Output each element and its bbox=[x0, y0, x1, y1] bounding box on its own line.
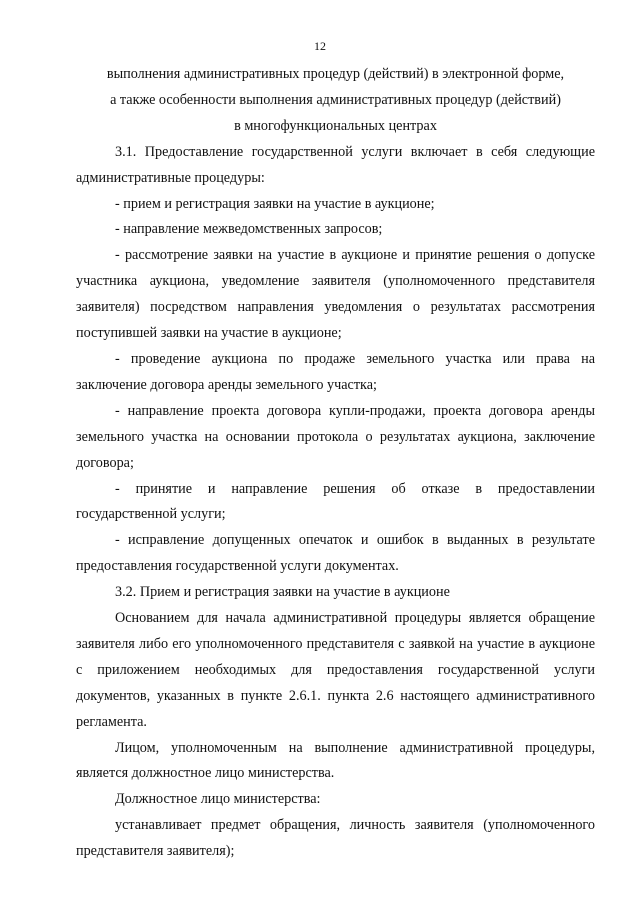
section-heading-line-2: а также особенности выполнения административных процедур (действий) bbox=[110, 91, 561, 108]
list-item-review: - рассмотрение заявки на участие в аукционе и принятие решения о допуске участника аукциона, уведомление заявителя (уполномоченного представителя заявителя) посредством направления уведомления о результатах рассмотрения поступившей заявки на участие в аукционе; bbox=[76, 247, 595, 342]
list-item-auction: - проведение аукциона по продаже земельного участка или права на заключение договора аренды земельного участка; bbox=[76, 350, 595, 393]
paragraph-3-2-title: 3.2. Прием и регистрация заявки на участие в аукционе bbox=[115, 584, 450, 601]
list-item-contract: - направление проекта договора купли-продажи, проекта договора аренды земельного участка на основании протокола о результатах аукциона, заключение договора; bbox=[76, 402, 595, 471]
paragraph-basis: Основанием для начала административной процедуры является обращение заявителя либо его уполномоченного представителя с заявкой на участие в аукционе с приложением необходимых для предоставления государственной услуги документов, указанных в пункте 2.6.1. пункта 2.6 настоящего административного регламента. bbox=[76, 610, 595, 730]
paragraph-official: Должностное лицо министерства: bbox=[115, 791, 321, 808]
page-number: 12 bbox=[314, 39, 326, 53]
section-heading-line-1: выполнения административных процедур (действий) в электронной форме, bbox=[106, 66, 565, 82]
list-item-corrections: - исправление допущенных опечаток и ошибок в выданных в результате предоставления государственной услуги документах. bbox=[76, 532, 595, 575]
list-item-reception: - прием и регистрация заявки на участие в аукционе; bbox=[115, 195, 435, 212]
section-heading-line-3: в многофункциональных центрах bbox=[234, 117, 437, 134]
list-item-refusal: - принятие и направление решения об отказе в предоставлении государственной услуги; bbox=[76, 480, 595, 523]
list-item-requests: - направление межведомственных запросов; bbox=[115, 221, 383, 238]
document-body bbox=[76, 62, 595, 865]
paragraph-3-1: 3.1. Предоставление государственной услуги включает в себя следующие административные процедуры: bbox=[76, 143, 595, 186]
paragraph-responsible-person: Лицом, уполномоченным на выполнение административной процедуры, является должностное лицо министерства. bbox=[76, 739, 595, 782]
paragraph-establishes: устанавливает предмет обращения, личность заявителя (уполномоченного представителя заявителя); bbox=[76, 817, 595, 860]
